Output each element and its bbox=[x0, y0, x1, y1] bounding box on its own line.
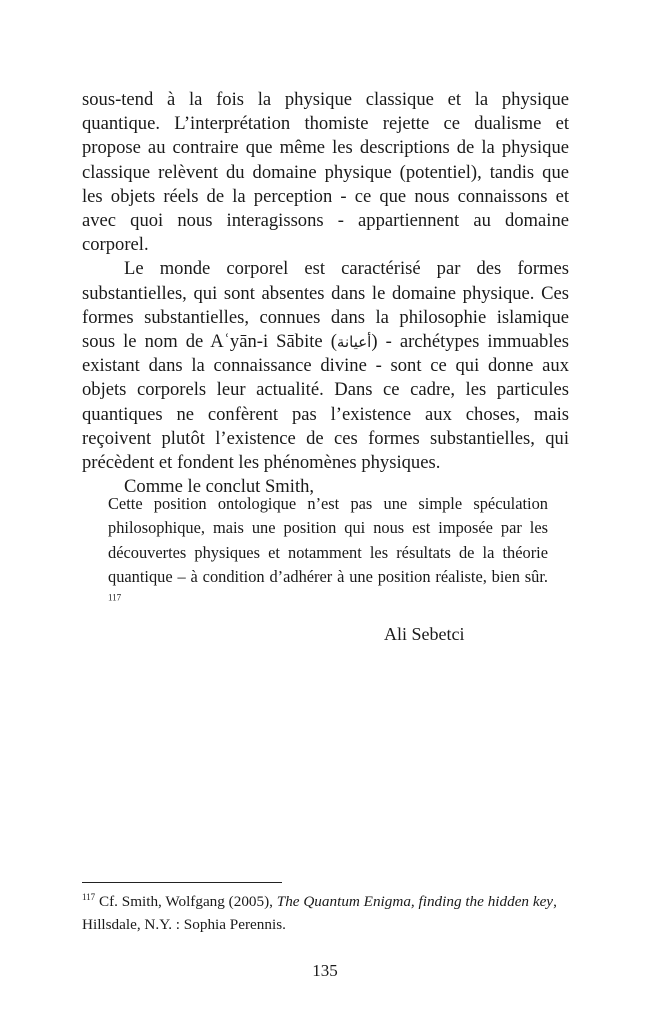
footnote-paragraph bbox=[82, 890, 569, 936]
arabic-term: أعيانة bbox=[336, 333, 372, 352]
quote-text: Cette position ontologique n’est pas une simple spéculation philosophique, mais une position qui nous est imposée par les découvertes physiques et notamment les résultats de la théorie quantique – à condition d’adhérer à une position réaliste, bien sûr. bbox=[108, 494, 548, 587]
footnote-publisher: , Hillsdale, N.Y. : Sophia Perennis. bbox=[82, 893, 557, 933]
main-text bbox=[82, 88, 569, 499]
footnote-book-title: The Quantum Enigma, finding the hidden key bbox=[276, 893, 554, 910]
footnote-prefix: Cf. Smith, Wolfgang (2005), bbox=[95, 893, 277, 910]
paragraph-3: Comme le conclut Smith, bbox=[124, 476, 315, 498]
paragraph-2-text-start: Le monde corporel est caractérisé par des formes substantielles, qui sont absentes dans le domaine physique. Ces formes substantielles, connues dans la philosophie islamique sous le nom de Aʿyān-i Sābite ( bbox=[82, 258, 569, 353]
paragraph-2 bbox=[82, 257, 569, 475]
quote-author: Ali Sebetci bbox=[384, 624, 465, 644]
block-quote bbox=[108, 492, 548, 614]
footnote-divider bbox=[82, 882, 282, 883]
footnote-number: 117 bbox=[82, 891, 96, 902]
paragraph-1: sous-tend à la fois la physique classique et la physique quantique. L’interprétation thomiste rejette ce dualisme et propose au contraire que même les descriptions de la physique classique relèvent du domaine physique (potentiel), tandis que les objets réels de la perception - ce que nous connaissons et avec quoi nous interagissons - appartiennent au domaine corporel. bbox=[82, 89, 569, 256]
footnote bbox=[82, 890, 569, 936]
footnote-reference: 117 bbox=[108, 592, 122, 603]
page-number: 135 bbox=[312, 961, 338, 980]
quote-paragraph bbox=[108, 492, 548, 614]
paragraph-2-text-end: ) - archétypes immuables existant dans la connaissance divine - sont ce qui donne aux objets corporels leur actualité. Dans ce cadre, les particules quantiques ne confèrent pas l’existence aux choses, mais reçoivent plutôt l’existence de ces formes substantielles, qui précèdent et fondent les phénomènes physiques. bbox=[82, 331, 569, 474]
